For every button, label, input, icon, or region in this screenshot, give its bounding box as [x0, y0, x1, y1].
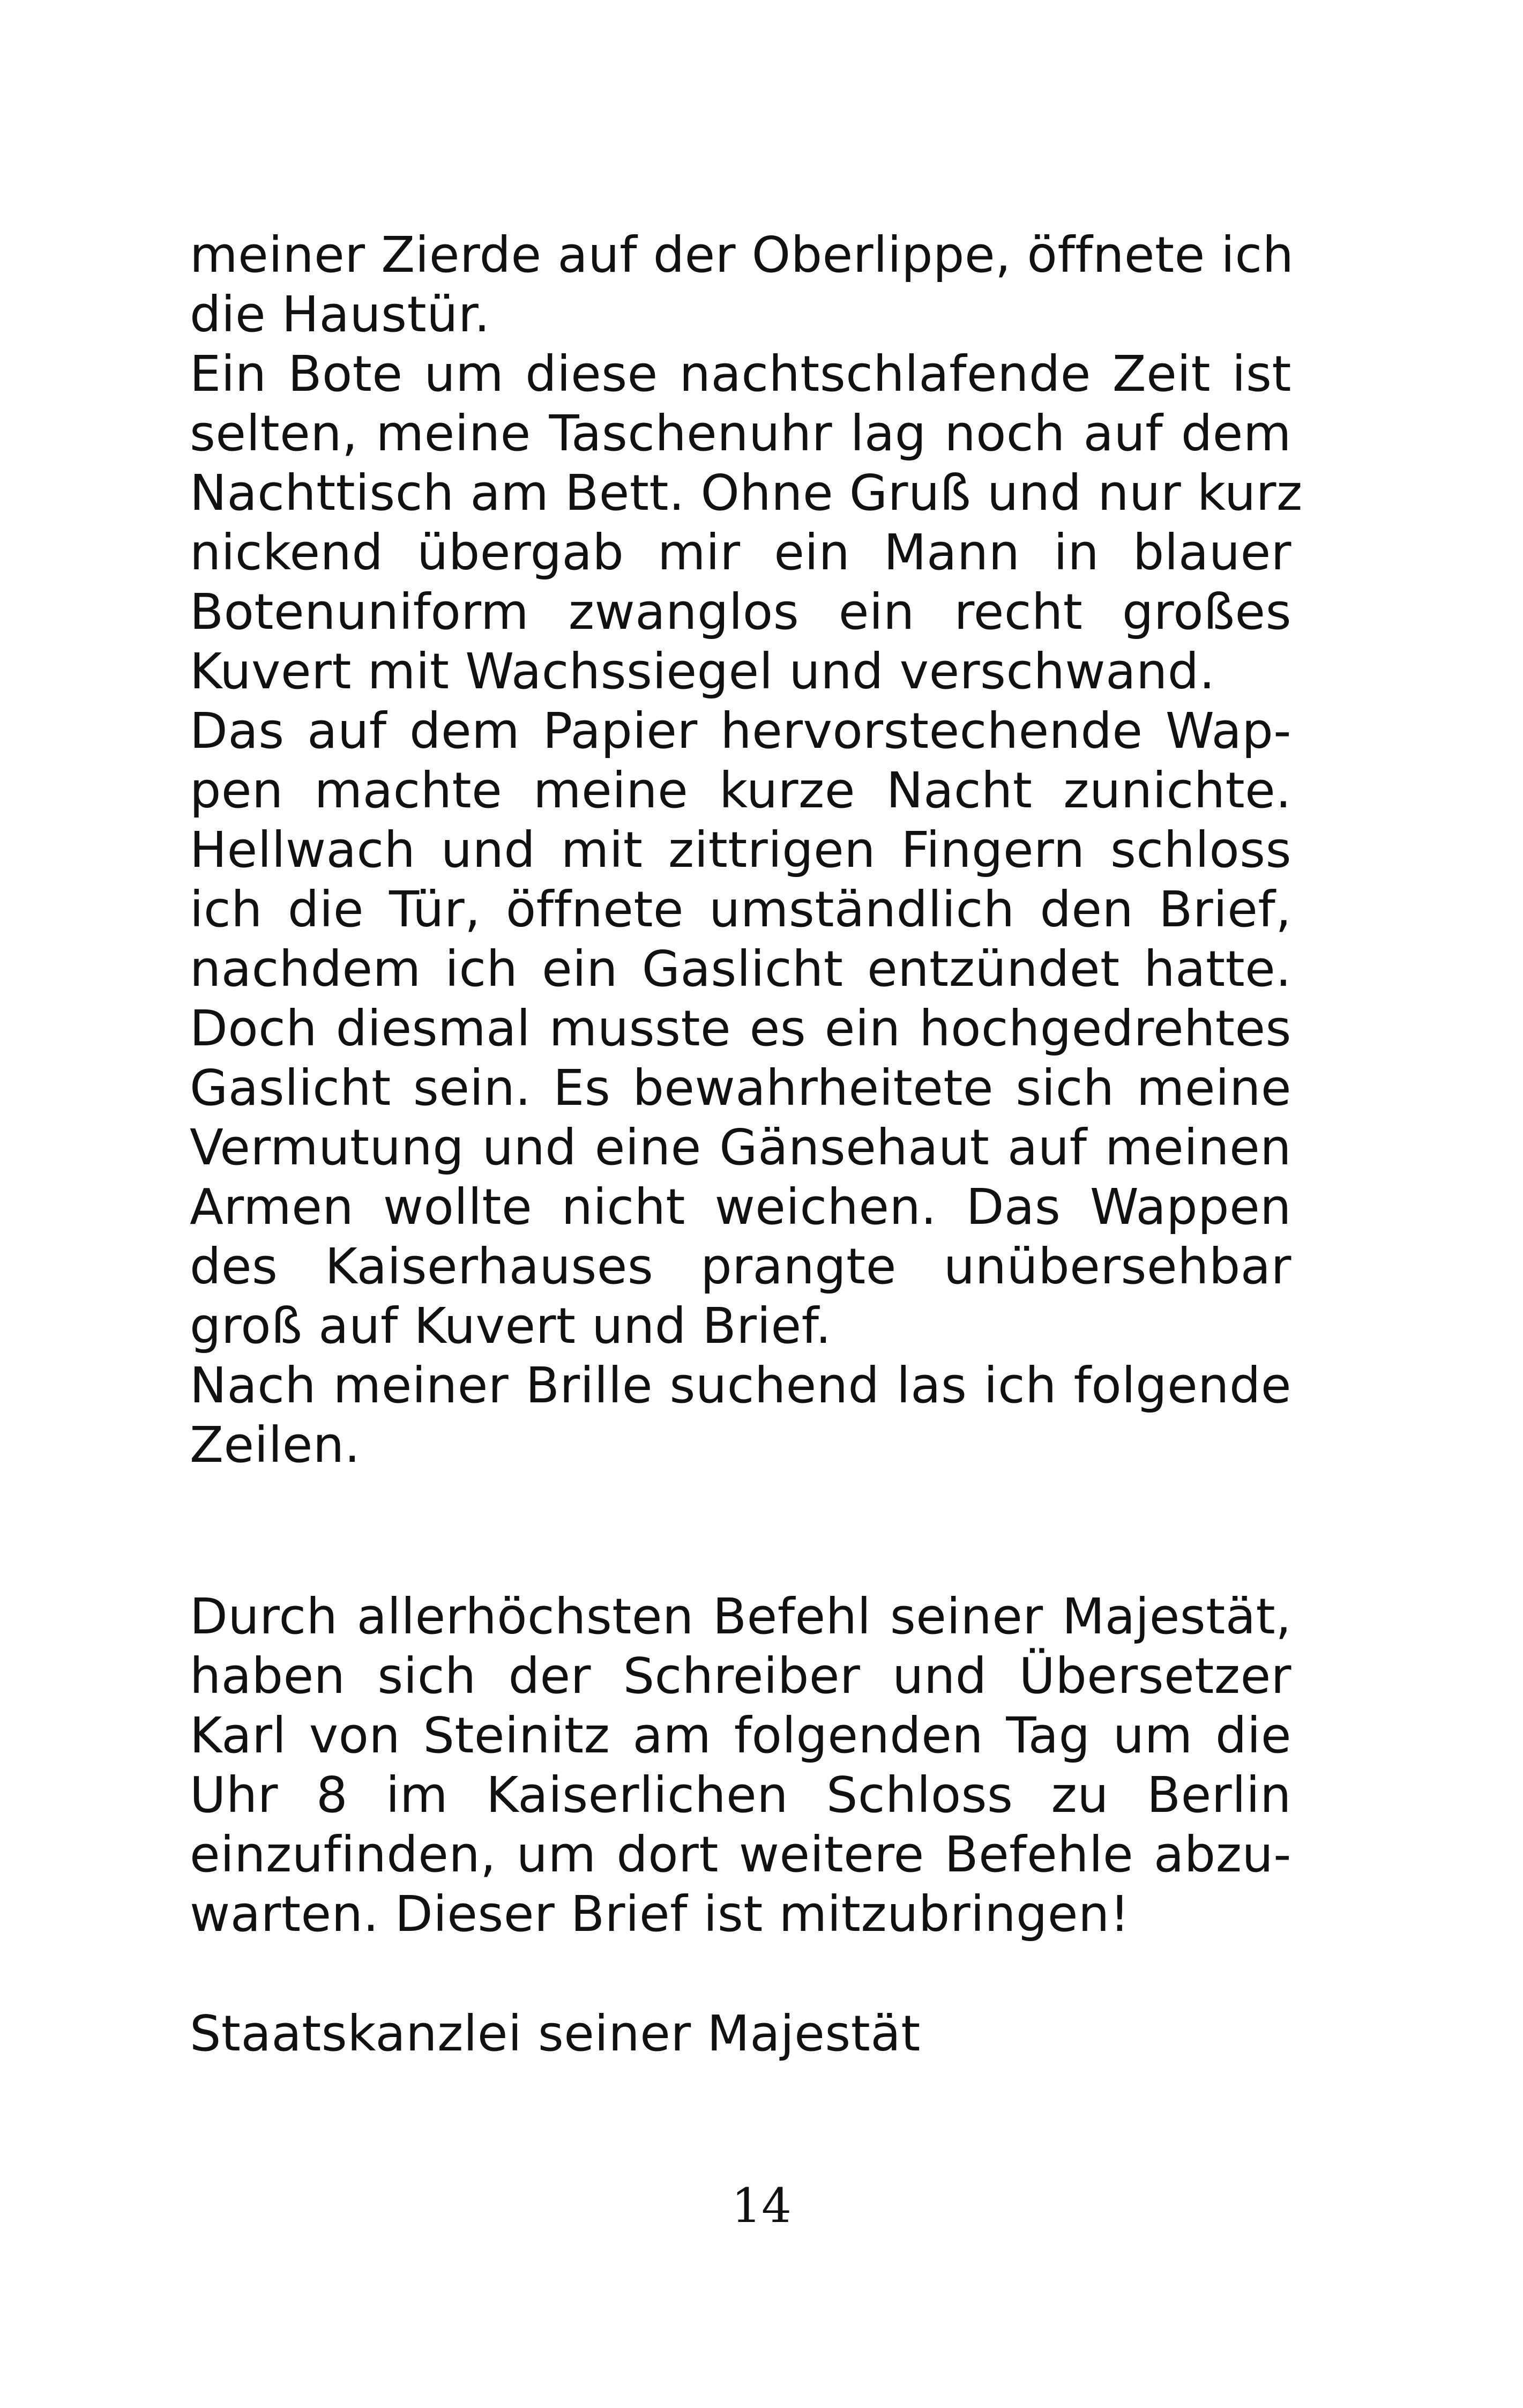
text-line: nachdem ich ein Gaslicht entzündet hatte.: [190, 940, 1291, 998]
page-number: 14: [731, 2178, 792, 2233]
text-line: Kuvert mit Wachssiegel und verschwand.: [190, 643, 1215, 700]
text-line: Durch allerhöchsten Befehl seiner Majestät,: [190, 1588, 1291, 1645]
letter-paragraph: [190, 1587, 1291, 1944]
text-line: haben sich der Schreiber und Übersetzer: [190, 1647, 1291, 1705]
text-line: Botenuniform zwanglos ein recht großes: [190, 583, 1291, 641]
text-line: Karl von Steinitz am folgenden Tag um die: [190, 1707, 1291, 1764]
text-line: einzufinden, um dort weitere Befehle abzu-: [190, 1826, 1291, 1883]
paragraph-2: [190, 344, 1303, 701]
letter-text: [190, 1587, 1291, 1944]
text-line: ich die Tür, öffnete umständlich den Brief,: [190, 881, 1291, 938]
text-line: pen machte meine kurze Nacht zunichte.: [190, 762, 1291, 819]
text-line: Doch diesmal musste es ein hochgedrehtes: [190, 1000, 1291, 1057]
text-line: groß auf Kuvert und Brief.: [190, 1297, 832, 1355]
letter-signature: [190, 2004, 1291, 2063]
body-text: [190, 225, 1303, 1475]
text-line: Zeilen.: [190, 1416, 361, 1474]
text-line: Nachttisch am Bett. Ohne Gruß und nur kurz: [190, 464, 1303, 522]
paragraph-4: [190, 1356, 1291, 1475]
text-line: Das auf dem Papier hervorstechende Wap-: [190, 702, 1291, 760]
text-line: nickend übergab mir ein Mann in blauer: [190, 524, 1291, 581]
text-line: Hellwach und mit zittrigen Fingern schloss: [190, 821, 1291, 879]
text-line: Uhr 8 im Kaiserlichen Schloss zu Berlin: [190, 1766, 1291, 1824]
text-line: die Haustür.: [190, 286, 490, 343]
text-line: Armen wollte nicht weichen. Das Wappen: [190, 1178, 1291, 1236]
text-line: Nach meiner Brille suchend las ich folgende: [190, 1357, 1291, 1414]
paragraph-1: [190, 225, 1294, 344]
text-line: Ein Bote um diese nachtschlafende Zeit ist: [190, 345, 1291, 403]
text-line: Vermutung und eine Gänsehaut auf meinen: [190, 1119, 1291, 1176]
text-line: Gaslicht sein. Es bewahrheitete sich meine: [190, 1059, 1291, 1117]
text-line: meiner Zierde auf der Oberlippe, öffnete ich: [190, 226, 1294, 284]
paragraph-3: [190, 701, 1291, 1356]
text-line: des Kaiserhauses prangte unübersehbar: [190, 1238, 1291, 1295]
text-line: warten. Dieser Brief ist mitzubringen!: [190, 1885, 1130, 1943]
text-line: selten, meine Taschenuhr lag noch auf dem: [190, 405, 1291, 462]
signature-line: Staatskanzlei seiner Majestät: [190, 2005, 921, 2062]
